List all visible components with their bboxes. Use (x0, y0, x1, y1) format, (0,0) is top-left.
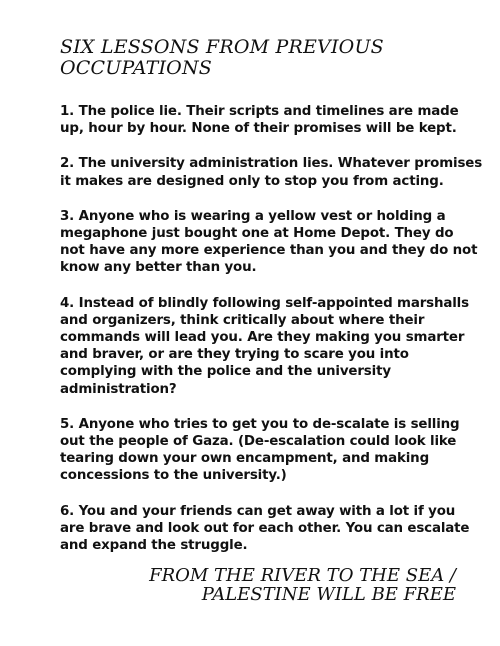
lessons-list (60, 103, 483, 572)
lesson-4 (60, 295, 469, 398)
closing-line: FROM THE RIVER TO THE SEA / (149, 565, 456, 586)
lesson-line: 6. You and your friends can get away with a lot if you (60, 503, 456, 519)
closing-line: PALESTINE WILL BE FREE (201, 584, 456, 605)
lesson-5 (60, 416, 460, 485)
lesson-line: complying with the police and the university (60, 364, 391, 380)
lesson-2 (60, 155, 483, 189)
lesson-line: concessions to the university.) (60, 468, 287, 484)
lesson-line: up, hour by hour. None of their promises will be kept. (60, 121, 457, 137)
lesson-1 (60, 103, 460, 137)
lesson-line: know any better than you. (60, 260, 257, 276)
lesson-line: 4. Instead of blindly following self-appointed marshalls (60, 295, 469, 311)
closing-slogan (136, 566, 456, 604)
lesson-line: 5. Anyone who tries to get you to de-scalate is selling (60, 416, 460, 432)
lesson-line: 3. Anyone who is wearing a yellow vest or holding a (60, 208, 446, 224)
lesson-line: and organizers, think critically about where their (60, 312, 425, 328)
lesson-line: commands will lead you. Are they making you smarter (60, 330, 465, 346)
lesson-line: and expand the struggle. (60, 538, 248, 554)
lesson-line: are brave and look out for each other. You can escalate (60, 520, 470, 536)
lesson-line: megaphone just bought one at Home Depot. They do (60, 226, 454, 242)
title-line: OCCUPATIONS (60, 57, 212, 79)
lesson-line: 2. The university administration lies. Whatever promises (60, 156, 483, 172)
lesson-line: tearing down your own encampment, and making (60, 451, 429, 467)
lesson-6 (60, 503, 470, 555)
lesson-3 (60, 208, 478, 277)
lesson-line: administration? (60, 381, 177, 397)
lesson-line: and braver, or are they trying to scare you into (60, 347, 409, 363)
page-title (60, 37, 460, 79)
lesson-line: not have any more experience than you and they do not (60, 243, 478, 259)
lesson-line: out the people of Gaza. (De-escalation could look like (60, 434, 457, 450)
lesson-line: 1. The police lie. Their scripts and timelines are made (60, 104, 459, 119)
lesson-line: it makes are designed only to stop you from acting. (60, 173, 444, 189)
title-line: SIX LESSONS FROM PREVIOUS (60, 36, 384, 58)
